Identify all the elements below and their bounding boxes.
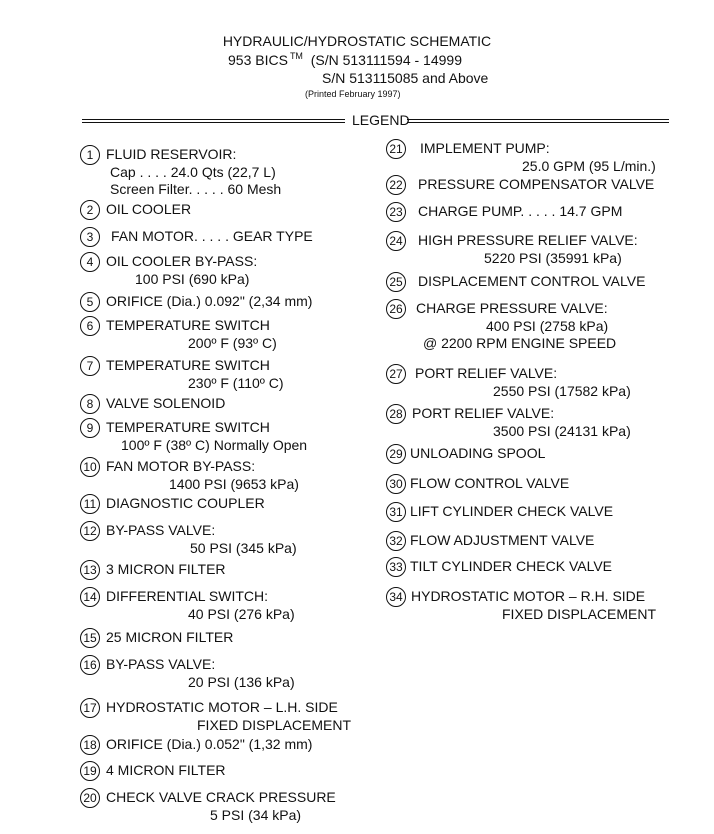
legend-item-1-label: FLUID RESERVOIR: xyxy=(106,146,237,162)
legend-number-26: 26 xyxy=(386,299,406,319)
legend-number-10: 10 xyxy=(80,457,100,477)
legend-number-34: 34 xyxy=(386,587,406,607)
legend-number-25: 25 xyxy=(386,272,406,292)
serial-range-2: S/N 513115085 and Above xyxy=(322,70,489,86)
legend-item-18-label: ORIFICE (Dia.) 0.052" (1,32 mm) xyxy=(106,736,313,752)
legend-number-19: 19 xyxy=(80,761,100,781)
legend-item-5-label: ORIFICE (Dia.) 0.092" (2,34 mm) xyxy=(106,293,313,309)
legend-number-28: 28 xyxy=(386,404,406,424)
legend-divider xyxy=(82,114,669,128)
legend-number-21: 21 xyxy=(386,139,406,159)
legend-item-29-label: UNLOADING SPOOL xyxy=(410,445,546,461)
legend-item-4-detail: 100 PSI (690 kPa) xyxy=(135,270,250,287)
legend-item-9-detail: 100º F (38º C) Normally Open xyxy=(121,436,308,453)
legend-number-3: 3 xyxy=(80,227,100,247)
legend-rule-left xyxy=(82,119,345,123)
legend-number-18: 18 xyxy=(80,735,100,755)
legend-item-20-detail: 5 PSI (34 kPa) xyxy=(210,806,302,823)
legend-number-32: 32 xyxy=(386,531,406,551)
legend-item-12-label: BY-PASS VALVE: xyxy=(106,522,216,538)
legend-number-8: 8 xyxy=(80,394,100,414)
legend-number-22: 22 xyxy=(386,175,406,195)
legend-item-23-label: CHARGE PUMP. . . . . 14.7 GPM xyxy=(418,203,623,219)
legend-number-16: 16 xyxy=(80,655,100,675)
legend-item-1-detail: Screen Filter. . . . . 60 Mesh xyxy=(110,181,282,197)
legend-item-14-detail: 40 PSI (276 kPa) xyxy=(188,605,295,622)
legend-number-17: 17 xyxy=(80,698,100,718)
legend-item-1-detail: Cap . . . . 24.0 Qts (22,7 L) xyxy=(110,163,276,180)
legend-number-20: 20 xyxy=(80,788,100,808)
legend-item-17-label: HYDROSTATIC MOTOR – L.H. SIDE xyxy=(106,699,338,715)
legend-item-6-detail: 200º F (93º C) xyxy=(188,334,277,351)
legend-rule-right xyxy=(407,119,669,123)
legend-item-10-label: FAN MOTOR BY-PASS: xyxy=(106,458,256,474)
legend-number-27: 27 xyxy=(386,364,406,384)
legend-number-4: 4 xyxy=(80,252,100,272)
legend-item-19-label: 4 MICRON FILTER xyxy=(106,762,226,778)
legend-item-12-detail: 50 PSI (345 kPa) xyxy=(190,539,297,556)
legend-item-13-label: 3 MICRON FILTER xyxy=(106,561,226,577)
legend-item-2-label: OIL COOLER xyxy=(106,201,192,217)
legend-number-31: 31 xyxy=(386,502,406,522)
legend-number-14: 14 xyxy=(80,587,100,607)
legend-item-9-label: TEMPERATURE SWITCH xyxy=(106,419,270,435)
legend-number-2: 2 xyxy=(80,200,100,220)
legend-item-32-label: FLOW ADJUSTMENT VALVE xyxy=(410,532,595,548)
legend-number-7: 7 xyxy=(80,356,100,376)
legend-number-12: 12 xyxy=(80,521,100,541)
legend-item-7-detail: 230º F (110º C) xyxy=(188,374,284,391)
legend-item-33-label: TILT CYLINDER CHECK VALVE xyxy=(410,558,613,574)
legend-item-10-detail: 1400 PSI (9653 kPa) xyxy=(169,475,299,492)
legend-number-5: 5 xyxy=(80,292,100,312)
legend-number-1: 1 xyxy=(80,145,100,165)
legend-item-26-detail: 400 PSI (2758 kPa) xyxy=(486,317,609,334)
legend-number-13: 13 xyxy=(80,560,100,580)
legend-item-30-label: FLOW CONTROL VALVE xyxy=(410,475,570,491)
model-name: 953 BICS xyxy=(228,52,288,68)
legend-item-31-label: LIFT CYLINDER CHECK VALVE xyxy=(410,503,614,519)
trademark-mark: TM xyxy=(289,51,303,61)
legend-number-29: 29 xyxy=(386,444,406,464)
legend-item-24-detail: 5220 PSI (35991 kPa) xyxy=(484,249,622,266)
legend-item-11-label: DIAGNOSTIC COUPLER xyxy=(106,495,265,511)
legend-item-34-label: HYDROSTATIC MOTOR – R.H. SIDE xyxy=(411,588,646,604)
legend-item-28-label: PORT RELIEF VALVE: xyxy=(412,405,555,421)
legend-item-25-label: DISPLACEMENT CONTROL VALVE xyxy=(418,273,646,289)
legend-item-15-label: 25 MICRON FILTER xyxy=(106,629,234,645)
legend-item-14-label: DIFFERENTIAL SWITCH: xyxy=(106,588,269,604)
legend-number-33: 33 xyxy=(386,557,406,577)
legend-number-6: 6 xyxy=(80,316,100,336)
legend-item-4-label: OIL COOLER BY-PASS: xyxy=(106,253,258,269)
legend-item-17-detail: FIXED DISPLACEMENT xyxy=(197,716,352,733)
serial-range-1: (S/N 513111594 - 14999 xyxy=(310,52,462,68)
legend-number-30: 30 xyxy=(386,474,406,494)
legend-item-16-detail: 20 PSI (136 kPa) xyxy=(188,673,295,690)
legend-number-11: 11 xyxy=(80,494,100,514)
legend-item-34-detail: FIXED DISPLACEMENT xyxy=(502,605,657,622)
legend-item-20-label: CHECK VALVE CRACK PRESSURE xyxy=(106,789,336,805)
legend-item-7-label: TEMPERATURE SWITCH xyxy=(106,357,270,373)
legend-item-26-label: CHARGE PRESSURE VALVE: xyxy=(416,300,608,316)
legend-item-8-label: VALVE SOLENOID xyxy=(106,395,226,411)
legend-item-26-detail: @ 2200 RPM ENGINE SPEED xyxy=(423,335,617,351)
legend-number-15: 15 xyxy=(80,628,100,648)
legend-item-28-detail: 3500 PSI (24131 kPa) xyxy=(493,422,631,439)
legend-item-16-label: BY-PASS VALVE: xyxy=(106,656,216,672)
legend-item-3-label: FAN MOTOR. . . . . GEAR TYPE xyxy=(111,228,313,244)
schematic-title: HYDRAULIC/HYDROSTATIC SCHEMATIC xyxy=(222,33,492,49)
legend-item-21-detail: 25.0 GPM (95 L/min.) xyxy=(522,157,656,174)
printed-date: (Printed February 1997) xyxy=(305,89,401,99)
legend-heading: LEGEND xyxy=(352,112,410,128)
legend-number-9: 9 xyxy=(80,418,100,438)
legend-item-27-label: PORT RELIEF VALVE: xyxy=(415,365,558,381)
legend-number-24: 24 xyxy=(386,231,406,251)
model-line xyxy=(228,51,462,68)
legend-item-24-label: HIGH PRESSURE RELIEF VALVE: xyxy=(418,232,638,248)
legend-item-21-label: IMPLEMENT PUMP: xyxy=(420,140,550,156)
legend-item-22-label: PRESSURE COMPENSATOR VALVE xyxy=(418,176,655,192)
legend-item-6-label: TEMPERATURE SWITCH xyxy=(106,317,270,333)
legend-item-27-detail: 2550 PSI (17582 kPa) xyxy=(493,382,631,399)
legend-number-23: 23 xyxy=(386,202,406,222)
